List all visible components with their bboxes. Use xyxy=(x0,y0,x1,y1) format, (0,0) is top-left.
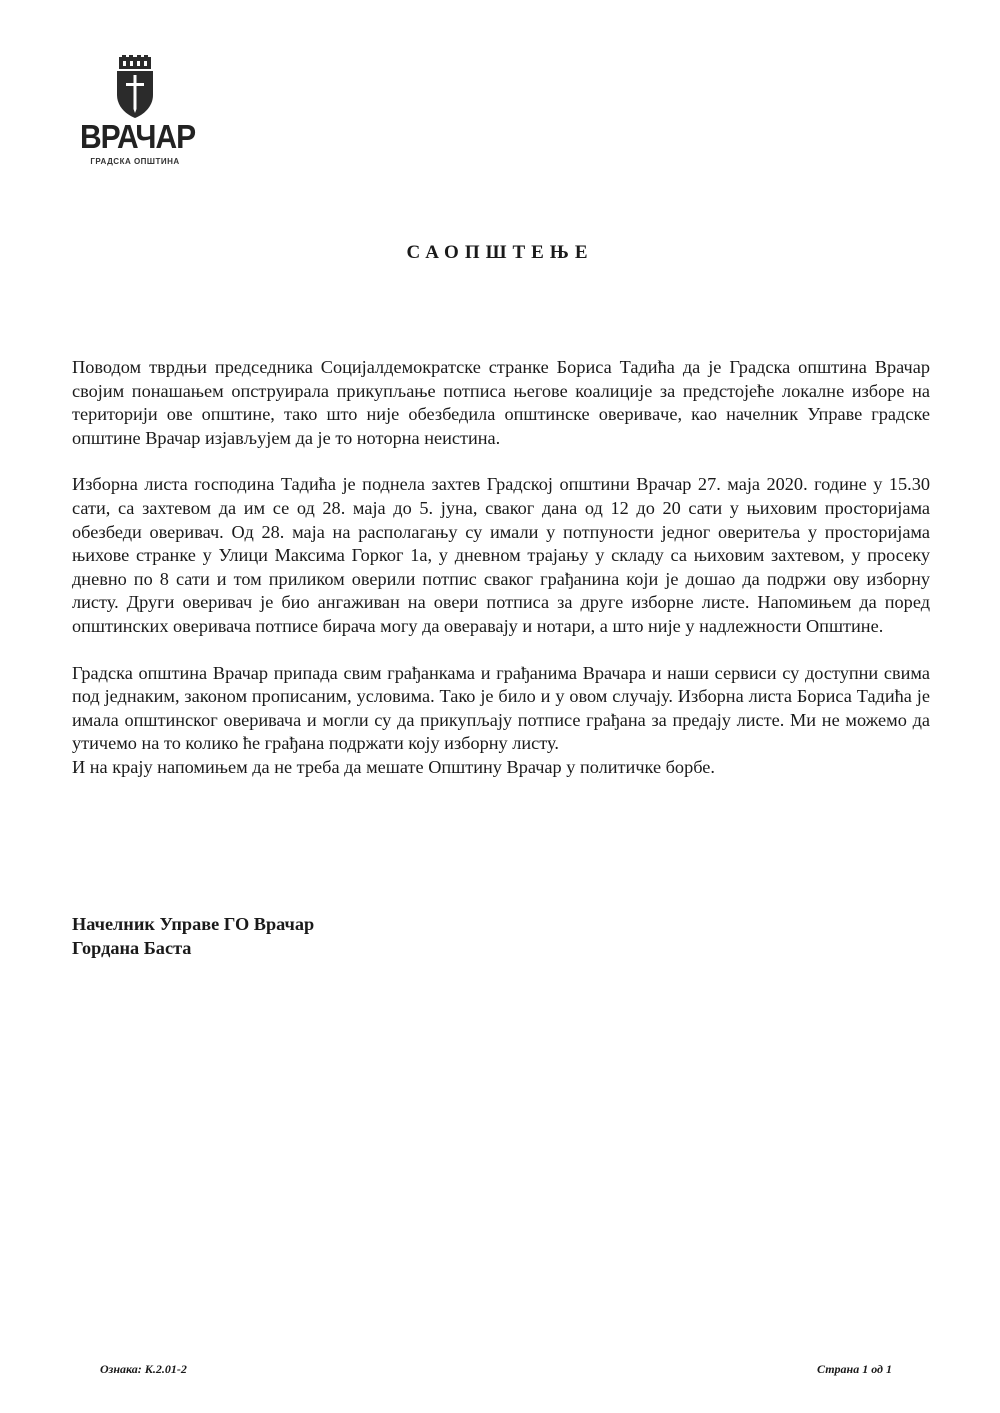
document-body xyxy=(72,356,930,780)
paragraph-3: Градска општина Врачар припада свим грађанкама и грађанима Врачара и наши сервиси су доступни свима под једнаким, законом прописаним, условима. Тако је било и у овом случају. Изборна листа Бориса Тадића је имала општинског оверивача и могли су да прикупљају потписе грађана за предају листе. Ми не можемо да утичемо на то колико ће грађана подржати коју изборну листу. xyxy=(72,662,930,754)
signature-name: Гордана Баста xyxy=(72,938,192,958)
signature-position: Начелник Управе ГО Врачар xyxy=(72,914,315,934)
document-title: САОПШТЕЊЕ xyxy=(406,242,594,263)
document-code: Ознака: К.2.01-2 xyxy=(100,1362,187,1376)
logo-name: ВРАЧАР xyxy=(80,119,196,156)
paragraph-4: И на крају напомињем да не треба да мешате Општину Врачар у политичке борбе. xyxy=(72,756,715,777)
signature-block xyxy=(72,912,314,960)
paragraph-1: Поводом тврдњи председника Социјалдемократске странке Бориса Тадића да је Градска општина Врачар својим понашањем опструирала прикупљање потписа његове коалиције за предстојеће локалне изборе на територији ове општине, тако што није обезбедила општинске оверивaче, као начелник Управе градске општине Врачар изјављујем да је то нотoрна неистина. xyxy=(72,357,930,448)
coat-of-arms-icon xyxy=(113,55,157,119)
logo-subtitle: ГРАДСКА ОПШТИНА xyxy=(90,157,180,166)
municipality-logo xyxy=(80,55,196,166)
page-number: Страна 1 од 1 xyxy=(817,1362,892,1376)
paragraph-2: Изборна листа господина Тадића је поднела захтев Градској општини Врачар 27. маја 2020. године у 15.30 сати, са захтевом да им се од 28. маја до 5. јуна, сваког дана од 12 до 20 сати у њиховим просторијама обезбеди оверивач. Од 28. маја на располагању су имали у потпуности једног оверитеља у просторијама њихове странке у Улици Максима Горког 1а, у дневном трајању у складу са њиховим захтевом, у просеку дневно по 8 сати и том приликом оверили потпис сваког грађанина који је дошао да подржи ову изборну листу. Други оверивач је био ангаживан на овери потписа за друге изборне листе. Напомињем да поред општинских оверивача потписе бирача могу да оверавају и нотари, а што није у надлежности Општине. xyxy=(72,474,930,636)
